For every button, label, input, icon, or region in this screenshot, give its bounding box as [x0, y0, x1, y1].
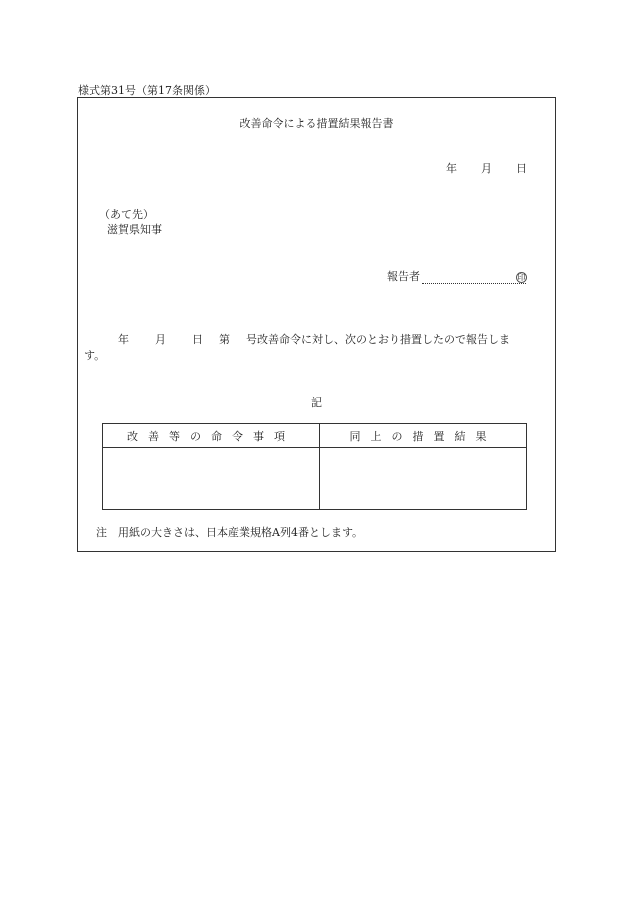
paper-size-note: 注 用紙の大きさは、日本産業規格A列4番とします。 — [96, 526, 364, 539]
body-month: 月 — [155, 333, 166, 346]
date-year-label: 年 — [446, 162, 457, 175]
date-line — [446, 160, 527, 176]
date-month-label: 月 — [481, 162, 492, 175]
reporter-line — [387, 268, 527, 284]
measure-results-cell[interactable] — [320, 448, 527, 510]
order-items-cell[interactable] — [103, 448, 320, 510]
addressee-prefix: （あて先） — [99, 208, 154, 221]
date-day-label: 日 — [516, 162, 527, 175]
report-body — [84, 332, 527, 364]
document-title: 改善命令による措置結果報告書 — [239, 117, 394, 130]
table-header-order-items: 改善等の命令事項 — [103, 424, 320, 448]
ki-heading: 記 — [311, 396, 322, 409]
reporter-signature-line[interactable] — [422, 272, 526, 284]
body-dai: 第 — [219, 333, 230, 346]
form-frame — [77, 97, 556, 552]
table-header-measure-results: 同上の措置結果 — [320, 424, 527, 448]
addressee-block — [99, 207, 162, 237]
addressee-name: 滋賀県知事 — [107, 223, 162, 236]
body-continuation: す。 — [84, 349, 106, 362]
body-year: 年 — [118, 333, 129, 346]
reporter-label: 報告者 — [387, 270, 420, 283]
body-main-text: 号改善命令に対し、次のとおり措置したので報告しま — [246, 333, 510, 346]
table-row — [103, 448, 527, 510]
seal-mark: 印 — [517, 273, 526, 282]
form-number: 様式第31号（第17条関係） — [78, 84, 216, 97]
body-day: 日 — [192, 333, 203, 346]
results-table — [102, 423, 527, 510]
